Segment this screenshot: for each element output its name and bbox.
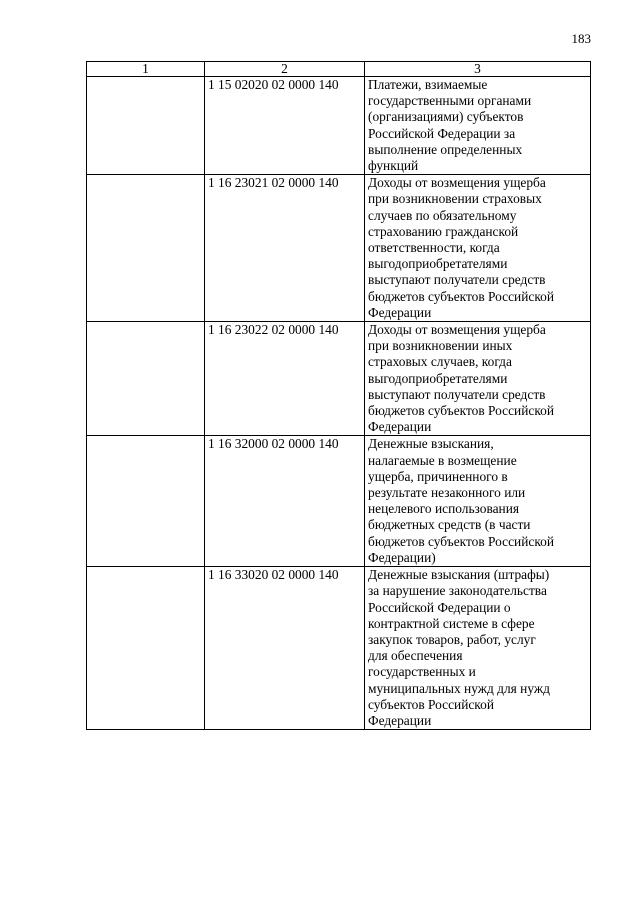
description-line: Федерации (368, 712, 432, 728)
description-line: нецелевого использования (368, 501, 520, 517)
description-line: Федерации (368, 304, 432, 320)
table-row (87, 436, 591, 567)
revenue-description (365, 436, 591, 567)
revenue-description (365, 175, 591, 322)
table-row (87, 175, 591, 322)
description-line: Российской Федерации за (368, 125, 516, 141)
description-line: государственных и (368, 664, 476, 680)
description-line: Доходы от возмещения ущерба (368, 322, 546, 338)
revenue-code: 1 16 32000 02 0000 140 (205, 436, 365, 567)
description-line: бюджетов субъектов Российской (368, 288, 555, 304)
description-line: выступают получатели средств (368, 272, 546, 288)
description-line: за нарушение законодательства (368, 583, 547, 599)
description-line: результате незаконного или (368, 485, 526, 501)
description-line: ответственности, когда (368, 240, 500, 256)
description-line: ущерба, причиненного в (368, 468, 508, 484)
description-line: случаев по обязательному (368, 207, 517, 223)
description-line: Доходы от возмещения ущерба (368, 175, 546, 191)
page-number: 183 (571, 31, 591, 46)
revenue-code: 1 16 23022 02 0000 140 (205, 322, 365, 436)
description-line: Российской Федерации о (368, 599, 511, 615)
revenue-description (365, 322, 591, 436)
row-blank-cell (87, 175, 205, 322)
description-line: бюджетных средств (в части (368, 517, 531, 533)
description-line: страхованию гражданской (368, 223, 519, 239)
description-line: Федерации (368, 419, 432, 435)
description-line: Платежи, взимаемые (368, 77, 488, 92)
revenue-code: 1 16 23021 02 0000 140 (205, 175, 365, 322)
revenue-description (365, 567, 591, 730)
description-line: бюджетов субъектов Российской (368, 533, 555, 549)
column-header-1: 1 (87, 62, 205, 77)
description-line: муниципальных нужд для нужд (368, 680, 550, 696)
description-line: контрактной системе в сфере (368, 615, 535, 631)
revenue-code: 1 15 02020 02 0000 140 (205, 77, 365, 175)
description-line: закупок товаров, работ, услуг (368, 631, 536, 647)
description-line: выполнение определенных (368, 141, 523, 157)
table-row (87, 322, 591, 436)
row-blank-cell (87, 567, 205, 730)
description-line: государственными органами (368, 93, 532, 109)
description-line: субъектов Российской (368, 696, 494, 712)
description-line: налагаемые в возмещение (368, 452, 517, 468)
description-line: (организациями) субъектов (368, 109, 524, 125)
description-line: при возникновении страховых (368, 191, 542, 207)
table-header-row (87, 62, 591, 77)
description-line: Денежные взыскания, (368, 436, 494, 452)
column-header-3: 3 (365, 62, 591, 77)
row-blank-cell (87, 436, 205, 567)
description-line: выгодоприобретателями (368, 256, 508, 272)
revenue-description (365, 77, 591, 175)
revenue-code: 1 16 33020 02 0000 140 (205, 567, 365, 730)
description-line: Денежные взыскания (штрафы) (368, 567, 550, 583)
description-line: для обеспечения (368, 648, 463, 664)
description-line: страховых случаев, когда (368, 354, 512, 370)
row-blank-cell (87, 322, 205, 436)
column-header-2: 2 (205, 62, 365, 77)
description-line: бюджетов субъектов Российской (368, 403, 555, 419)
description-line: при возникновении иных (368, 338, 513, 354)
description-line: Федерации) (368, 549, 436, 565)
description-line: выступают получатели средств (368, 386, 546, 402)
table-row (87, 77, 591, 175)
row-blank-cell (87, 77, 205, 175)
table-row (87, 567, 591, 730)
description-line: выгодоприобретателями (368, 370, 508, 386)
description-line: функций (368, 158, 419, 174)
revenue-codes-table (86, 61, 591, 730)
